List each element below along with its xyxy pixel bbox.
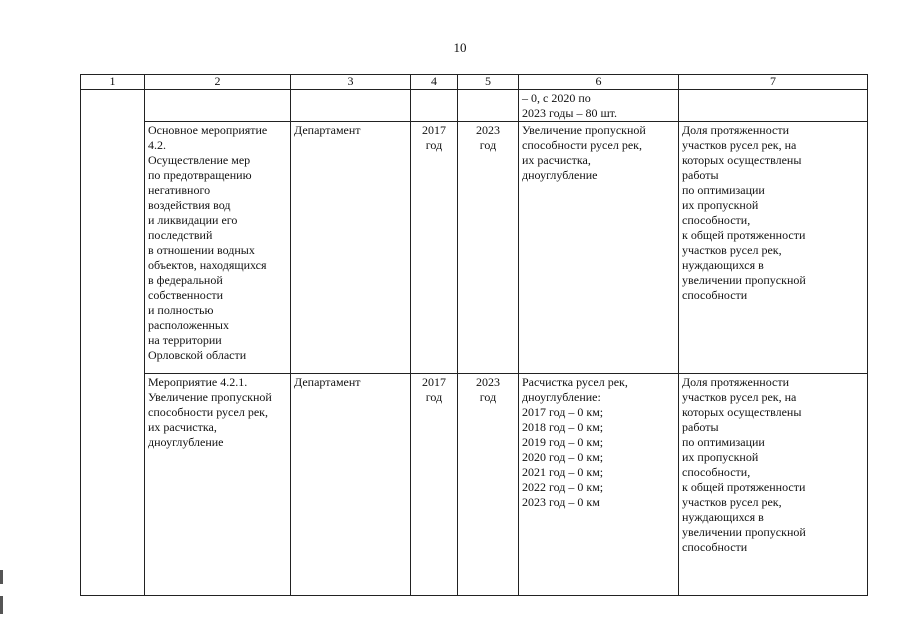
result-cell: Расчистка русел рек, дноуглубление: 2017 год – 0 км; 2018 год – 0 км; 2019 год – 0 км; 2020 год – 0 км; 2021 год – 0 км; 2022 год – 0 км; 2023 год – 0 км xyxy=(519,374,679,596)
measure-cell: Основное мероприятие 4.2. Осуществление мер по предотвращению негативного воздействия вод и ликвидации его последствий в отношении водных объектов, находящихся в федеральной собственности и полностью расположенных на территории Орловской области xyxy=(145,122,291,374)
executor-cell: Департамент xyxy=(291,374,411,596)
column-header: 5 xyxy=(458,75,519,90)
table-cell-empty xyxy=(679,90,868,122)
end-year-cell: 2023 год xyxy=(458,374,519,596)
result-cell: Увеличение пропускной способности русел рек, их расчистка, дноуглубление xyxy=(519,122,679,374)
column-header: 6 xyxy=(519,75,679,90)
start-year-cell: 2017 год xyxy=(411,374,458,596)
table-row xyxy=(81,374,868,596)
column-header: 3 xyxy=(291,75,411,90)
page-number: 10 xyxy=(453,40,467,55)
executor-cell: Департамент xyxy=(291,122,411,374)
table-row xyxy=(81,122,868,374)
table-cell-empty xyxy=(145,90,291,122)
column-header: 1 xyxy=(81,75,145,90)
measure-cell: Мероприятие 4.2.1. Увеличение пропускной способности русел рек, их расчистка, дноуглубление xyxy=(145,374,291,596)
table-cell-empty xyxy=(458,90,519,122)
table-cell-empty xyxy=(411,90,458,122)
column-header: 2 xyxy=(145,75,291,90)
table-cell-empty xyxy=(291,90,411,122)
measures-table xyxy=(80,74,868,596)
start-year-cell: 2017 год xyxy=(411,122,458,374)
continuation-result-cell: – 0, с 2020 по 2023 годы – 80 шт. xyxy=(519,90,679,122)
end-year-cell: 2023 год xyxy=(458,122,519,374)
indicator-cell: Доля протяженности участков русел рек, на которых осуществлены работы по оптимизации их пропускной способности, к общей протяженности участков русел рек, нуждающихся в увеличении пропускной способности xyxy=(679,122,868,374)
table-header-row xyxy=(81,75,868,90)
column-header: 4 xyxy=(411,75,458,90)
scan-edge-mark xyxy=(0,570,3,584)
scan-edge-mark xyxy=(0,596,3,614)
indicator-cell: Доля протяженности участков русел рек, на которых осуществлены работы по оптимизации их пропускной способности, к общей протяженности участков русел рек, нуждающихся в увеличении пропускной способности xyxy=(679,374,868,596)
continuation-row xyxy=(81,90,868,122)
table-cell-empty xyxy=(81,90,145,596)
column-header: 7 xyxy=(679,75,868,90)
